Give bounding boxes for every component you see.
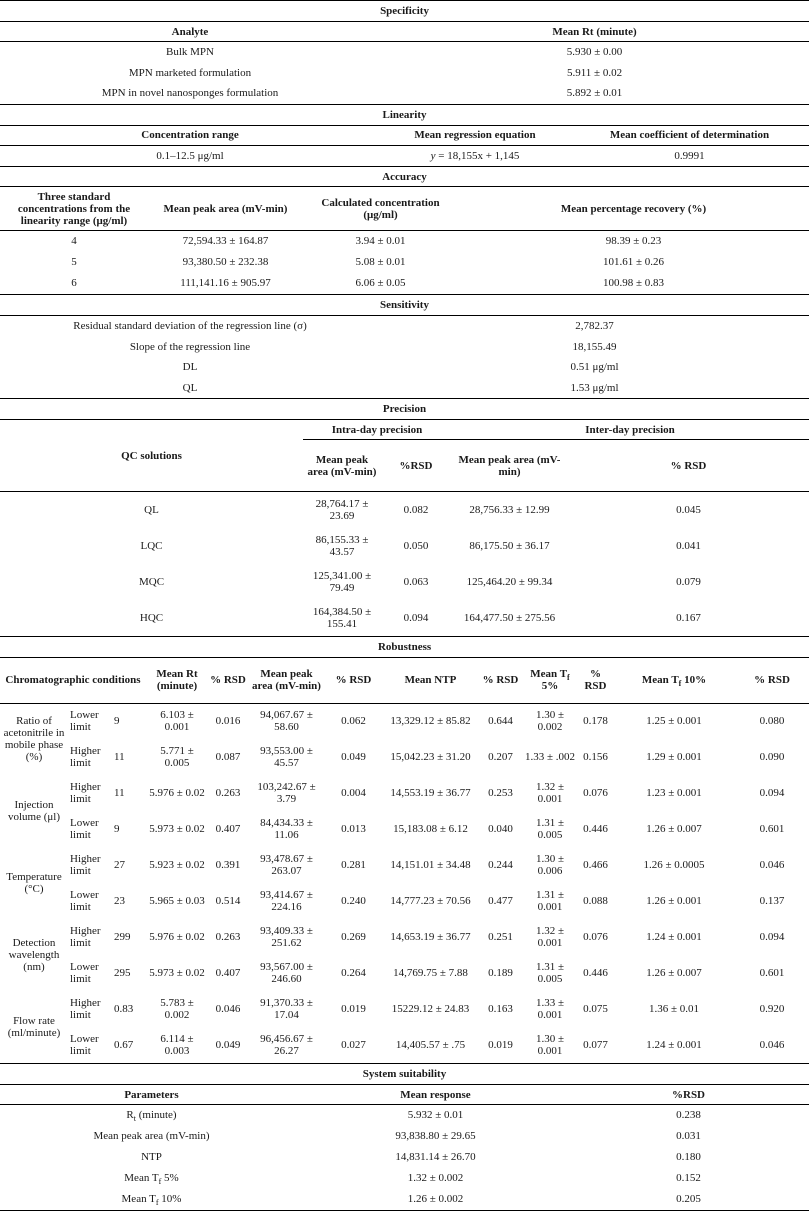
header-regression-equation: Mean regression equation bbox=[414, 129, 536, 141]
cell-peak-area: 96,456.67 ± 26.27 bbox=[260, 1033, 313, 1057]
cell-tf5: 1.33 ± 0.001 bbox=[535, 997, 565, 1021]
cell-rt-rsd: 0.391 bbox=[215, 859, 241, 871]
cell-setting: 11 bbox=[114, 751, 125, 763]
header-mean-ntp: Mean NTP bbox=[404, 674, 457, 686]
header-rsd: %RSD bbox=[672, 1088, 706, 1101]
table-cell: Residual standard deviation of the regression line (σ) bbox=[73, 319, 307, 332]
table-row bbox=[0, 703, 809, 739]
linearity-r2: 0.9991 bbox=[674, 149, 705, 162]
cell-tf10-rsd: 0.094 bbox=[759, 787, 785, 799]
cell-setting: 11 bbox=[114, 787, 125, 799]
table-row bbox=[0, 847, 809, 883]
table-cell: DL bbox=[182, 361, 198, 373]
table-cell: 93,380.50 ± 232.38 bbox=[182, 256, 269, 268]
header-text: Mean T bbox=[641, 674, 679, 686]
cell-tf10: 1.24 ± 0.001 bbox=[646, 931, 702, 943]
table-row bbox=[0, 883, 809, 919]
parameter-text: R bbox=[126, 1109, 134, 1122]
header-qc-solutions: QC solutions bbox=[0, 420, 303, 492]
subscript: f bbox=[158, 1177, 162, 1187]
parameter-text: 10% bbox=[158, 1193, 182, 1205]
cell-mean-rt: 5.965 ± 0.03 bbox=[149, 895, 205, 907]
header-mean-peak-area: Mean peak area (mV-min) bbox=[163, 202, 288, 215]
cell-tf5-rsd: 0.075 bbox=[583, 1003, 608, 1015]
cell-peak-area: 93,409.33 ± 251.62 bbox=[260, 925, 313, 949]
mean-response: 93,838.80 ± 29.65 bbox=[395, 1130, 476, 1142]
robustness-body bbox=[0, 703, 809, 1063]
cell-area-rsd: 0.264 bbox=[341, 967, 366, 979]
cell-tf5: 1.30 ± 0.001 bbox=[535, 1033, 565, 1057]
header-rsd: % RSD bbox=[584, 668, 607, 692]
header-inter-day: Inter-day precision bbox=[451, 420, 809, 440]
table-cell: Bulk MPN bbox=[166, 46, 214, 59]
cell-peak-area: 93,478.67 ± 263.07 bbox=[260, 853, 313, 877]
cell-area-rsd: 0.269 bbox=[341, 931, 366, 943]
cell-setting: 0.67 bbox=[114, 1039, 134, 1051]
header-percentage-recovery: Mean percentage recovery (%) bbox=[560, 202, 707, 215]
table-cell: 3.94 ± 0.01 bbox=[355, 235, 406, 248]
cell-mean-rt: 5.976 ± 0.02 bbox=[149, 787, 205, 799]
parameter-name bbox=[0, 1105, 303, 1126]
cell-setting: 23 bbox=[114, 895, 125, 907]
table-cell: 5.930 ± 0.00 bbox=[566, 46, 623, 59]
header-concentration-range: Concentration range bbox=[141, 129, 239, 141]
table-cell: 28,764.17 ± 23.69 bbox=[315, 497, 369, 522]
cell-level: Lower limit bbox=[70, 817, 99, 841]
cell-tf10-rsd: 0.046 bbox=[759, 859, 785, 871]
cell-rt-rsd: 0.016 bbox=[215, 715, 241, 728]
table-cell: 100.98 ± 0.83 bbox=[602, 277, 665, 289]
cell-tf5: 1.31 ± 0.005 bbox=[535, 961, 565, 985]
cell-rt-rsd: 0.407 bbox=[215, 823, 241, 835]
cell-level: Lower limit bbox=[70, 961, 99, 985]
cell-tf10: 1.23 ± 0.001 bbox=[646, 787, 702, 799]
cell-tf10: 1.26 ± 0.007 bbox=[646, 967, 702, 979]
parameter-name bbox=[0, 1168, 303, 1189]
precision-table bbox=[0, 398, 809, 636]
section-title-specificity: Specificity bbox=[380, 5, 429, 17]
table-cell: 18,155.49 bbox=[572, 340, 617, 353]
rsd-value: 0.238 bbox=[676, 1109, 701, 1122]
cell-mean-rt: 5.973 ± 0.02 bbox=[149, 967, 205, 979]
table-cell: LQC bbox=[140, 539, 163, 552]
cell-tf5: 1.30 ± 0.006 bbox=[535, 853, 565, 877]
table-cell: 5 bbox=[71, 256, 77, 268]
cell-rt-rsd: 0.263 bbox=[215, 787, 241, 799]
table-row bbox=[0, 775, 809, 811]
cell-tf10-rsd: 0.080 bbox=[759, 715, 785, 728]
header-inter-peak-area: Mean peak area (mV-min) bbox=[458, 453, 561, 478]
cell-area-rsd: 0.004 bbox=[341, 787, 366, 799]
cell-peak-area: 93,414.67 ± 224.16 bbox=[260, 889, 313, 913]
cell-tf10: 1.24 ± 0.001 bbox=[646, 1039, 702, 1051]
header-mean-response: Mean response bbox=[400, 1088, 471, 1101]
rsd-value: 0.031 bbox=[676, 1130, 701, 1142]
header-text: Mean T bbox=[530, 668, 568, 680]
table-cell: 1.53 μg/ml bbox=[570, 381, 619, 394]
table-cell: 0.51 μg/ml bbox=[570, 361, 619, 373]
cell-ntp-rsd: 0.244 bbox=[488, 859, 513, 871]
cell-ntp: 14,769.75 ± 7.88 bbox=[393, 967, 468, 979]
table-bottom-rule bbox=[0, 1210, 809, 1211]
cell-level: Higher limit bbox=[70, 997, 101, 1021]
header-text: 5% bbox=[541, 680, 559, 692]
condition-name: Ratio of acetonitrile in mobile phase (%) bbox=[3, 715, 65, 764]
cell-ntp-rsd: 0.163 bbox=[488, 1003, 513, 1015]
cell-peak-area: 103,242.67 ± 3.79 bbox=[257, 781, 316, 805]
cell-mean-rt: 5.783 ± 0.002 bbox=[160, 997, 194, 1021]
system-suitability-body bbox=[0, 1105, 809, 1210]
subscript: f bbox=[678, 679, 682, 689]
cell-area-rsd: 0.019 bbox=[341, 1003, 366, 1015]
cell-level: Lower limit bbox=[70, 709, 99, 734]
cell-peak-area: 94,067.67 ± 58.60 bbox=[260, 709, 313, 734]
table-cell: 101.61 ± 0.26 bbox=[602, 256, 665, 268]
section-title-linearity: Linearity bbox=[382, 108, 427, 121]
table-cell: 0.050 bbox=[403, 539, 429, 552]
header-standard-concentrations: Three standard concentrations from the linearity range (μg/ml) bbox=[17, 190, 131, 227]
table-cell: 125,341.00 ± 79.49 bbox=[312, 569, 372, 594]
cell-tf5-rsd: 0.088 bbox=[583, 895, 608, 907]
cell-tf5-rsd: 0.156 bbox=[583, 751, 608, 763]
cell-level: Higher limit bbox=[70, 853, 101, 877]
section-title-robustness: Robustness bbox=[377, 640, 432, 653]
cell-tf5-rsd: 0.076 bbox=[583, 787, 608, 799]
cell-setting: 295 bbox=[114, 967, 131, 979]
table-cell: 0.094 bbox=[403, 611, 429, 624]
header-mean-tf5 bbox=[522, 657, 578, 703]
cell-tf5: 1.33 ± .002 bbox=[524, 751, 576, 763]
table-cell: QL bbox=[182, 381, 198, 394]
cell-peak-area: 93,553.00 ± 45.57 bbox=[260, 745, 313, 769]
table-cell: 5.911 ± 0.02 bbox=[566, 66, 623, 79]
cell-rt-rsd: 0.049 bbox=[215, 1039, 241, 1051]
cell-ntp-rsd: 0.644 bbox=[488, 715, 513, 728]
table-cell: 111,141.16 ± 905.97 bbox=[180, 277, 271, 289]
cell-rt-rsd: 0.087 bbox=[215, 751, 241, 763]
cell-tf5-rsd: 0.446 bbox=[583, 967, 608, 979]
linearity-range: 0.1–12.5 μg/ml bbox=[156, 149, 224, 162]
cell-mean-rt: 5.923 ± 0.02 bbox=[149, 859, 205, 871]
mean-response: 14,831.14 ± 26.70 bbox=[395, 1151, 476, 1163]
cell-setting: 0.83 bbox=[114, 1003, 134, 1015]
section-title-sensitivity: Sensitivity bbox=[380, 298, 429, 311]
condition-name: Injection volume (μl) bbox=[7, 799, 61, 823]
table-cell: 5.892 ± 0.01 bbox=[566, 87, 623, 99]
section-title-system-suitability: System suitability bbox=[362, 1068, 447, 1080]
linearity-table bbox=[0, 104, 809, 167]
table-row bbox=[0, 1105, 809, 1126]
header-inter-rsd: % RSD bbox=[670, 459, 707, 472]
section-title-precision: Precision bbox=[382, 403, 427, 415]
robustness-table bbox=[0, 636, 809, 1064]
mean-response: 5.932 ± 0.01 bbox=[407, 1109, 464, 1122]
table-cell: 5.08 ± 0.01 bbox=[355, 256, 406, 268]
cell-tf5-rsd: 0.077 bbox=[583, 1039, 608, 1051]
table-cell: 28,756.33 ± 12.99 bbox=[469, 503, 550, 516]
cell-tf10: 1.26 ± 0.0005 bbox=[643, 859, 705, 871]
table-row bbox=[0, 811, 809, 847]
cell-rt-rsd: 0.263 bbox=[215, 931, 241, 943]
cell-ntp: 14,653.19 ± 36.77 bbox=[390, 931, 471, 943]
cell-tf5: 1.31 ± 0.001 bbox=[535, 889, 565, 913]
subscript: f bbox=[155, 1198, 159, 1208]
cell-tf5: 1.30 ± 0.002 bbox=[535, 709, 565, 734]
cell-level: Lower limit bbox=[70, 889, 99, 913]
header-mean-rt: Mean Rt (minute) bbox=[552, 25, 637, 38]
table-cell: 0.167 bbox=[676, 611, 701, 624]
header-rsd: % RSD bbox=[482, 674, 519, 686]
table-cell: 2,782.37 bbox=[575, 319, 614, 332]
cell-ntp: 15229.12 ± 24.83 bbox=[391, 1003, 470, 1015]
cell-tf5-rsd: 0.076 bbox=[583, 931, 608, 943]
condition-name: Temperature (°C) bbox=[6, 871, 62, 895]
cell-ntp-rsd: 0.477 bbox=[488, 895, 513, 907]
cell-ntp: 15,183.08 ± 6.12 bbox=[393, 823, 468, 835]
cell-tf5-rsd: 0.178 bbox=[583, 715, 608, 728]
header-intra-peak-area: Mean peak area (mV-min) bbox=[307, 453, 377, 478]
cell-mean-rt: 5.973 ± 0.02 bbox=[149, 823, 205, 835]
sensitivity-table bbox=[0, 294, 809, 399]
table-row bbox=[0, 919, 809, 955]
header-chromatographic-conditions: Chromatographic conditions bbox=[5, 674, 141, 686]
cell-tf5: 1.31 ± 0.005 bbox=[535, 817, 565, 841]
cell-ntp: 13,329.12 ± 85.82 bbox=[390, 715, 471, 728]
cell-ntp: 14,777.23 ± 70.56 bbox=[390, 895, 471, 907]
condition-name: Detection wavelength (nm) bbox=[8, 937, 60, 973]
mean-response: 1.26 ± 0.002 bbox=[407, 1193, 464, 1205]
header-intra-day: Intra-day precision bbox=[303, 420, 451, 440]
cell-setting: 27 bbox=[114, 859, 125, 871]
cell-mean-rt: 6.114 ± 0.003 bbox=[160, 1033, 194, 1057]
table-row bbox=[0, 1126, 809, 1147]
cell-tf5-rsd: 0.446 bbox=[583, 823, 608, 835]
cell-mean-rt: 5.976 ± 0.02 bbox=[149, 931, 205, 943]
cell-tf10-rsd: 0.137 bbox=[759, 895, 785, 907]
rsd-value: 0.152 bbox=[676, 1172, 701, 1184]
table-row bbox=[0, 1189, 809, 1210]
table-cell: 0.045 bbox=[676, 503, 701, 516]
parameter-text: 5% bbox=[161, 1172, 179, 1184]
parameter-name bbox=[0, 1189, 303, 1210]
table-row bbox=[0, 1168, 809, 1189]
table-cell: 86,155.33 ± 43.57 bbox=[315, 533, 369, 558]
cell-area-rsd: 0.027 bbox=[341, 1039, 366, 1051]
cell-ntp-rsd: 0.251 bbox=[488, 931, 513, 943]
header-rsd: % RSD bbox=[210, 674, 246, 686]
subscript: t bbox=[133, 1114, 136, 1124]
header-mean-peak-area: Mean peak area (mV-min) bbox=[252, 668, 321, 692]
cell-tf10: 1.26 ± 0.001 bbox=[646, 895, 702, 907]
mean-response: 1.32 ± 0.002 bbox=[407, 1172, 464, 1184]
table-row bbox=[0, 1147, 809, 1168]
rsd-value: 0.205 bbox=[676, 1193, 701, 1205]
header-parameters: Parameters bbox=[124, 1088, 179, 1101]
cell-tf10: 1.25 ± 0.001 bbox=[646, 715, 702, 728]
cell-setting: 9 bbox=[114, 823, 120, 835]
table-cell: 0.079 bbox=[676, 575, 701, 588]
cell-setting: 9 bbox=[114, 715, 120, 728]
cell-area-rsd: 0.062 bbox=[341, 715, 366, 728]
table-cell: 6 bbox=[71, 277, 77, 289]
cell-level: Lower limit bbox=[70, 1033, 99, 1057]
cell-mean-rt: 5.771 ± 0.005 bbox=[160, 745, 194, 769]
cell-peak-area: 84,434.33 ± 11.06 bbox=[260, 817, 313, 841]
equation-y: y bbox=[430, 149, 436, 162]
cell-tf10-rsd: 0.601 bbox=[759, 967, 785, 979]
cell-tf5-rsd: 0.466 bbox=[583, 859, 608, 871]
table-cell: MPN in novel nanosponges formulation bbox=[101, 87, 279, 99]
parameter-name bbox=[0, 1147, 303, 1168]
table-cell: HQC bbox=[139, 611, 164, 624]
table-cell: 125,464.20 ± 99.34 bbox=[466, 575, 553, 588]
specificity-table bbox=[0, 0, 809, 104]
table-row bbox=[0, 955, 809, 991]
cell-area-rsd: 0.013 bbox=[341, 823, 366, 835]
parameter-text: (minute) bbox=[135, 1109, 177, 1122]
table-cell: 6.06 ± 0.05 bbox=[355, 277, 406, 289]
cell-area-rsd: 0.049 bbox=[341, 751, 366, 763]
cell-tf10: 1.36 ± 0.01 bbox=[648, 1003, 700, 1015]
header-rsd: % RSD bbox=[335, 674, 372, 686]
header-rsd: % RSD bbox=[754, 674, 790, 686]
cell-level: Higher limit bbox=[70, 925, 101, 949]
parameter-text: NTP bbox=[141, 1151, 162, 1163]
cell-tf10-rsd: 0.920 bbox=[759, 1003, 785, 1015]
cell-ntp: 14,151.01 ± 34.48 bbox=[390, 859, 471, 871]
cell-area-rsd: 0.281 bbox=[341, 859, 366, 871]
table-cell: Slope of the regression line bbox=[129, 340, 251, 353]
cell-ntp: 14,553.19 ± 36.77 bbox=[390, 787, 471, 799]
table-cell: QL bbox=[144, 503, 159, 516]
section-title-accuracy: Accuracy bbox=[382, 170, 427, 183]
cell-rt-rsd: 0.514 bbox=[215, 895, 241, 907]
table-cell: 0.041 bbox=[676, 539, 701, 552]
cell-ntp: 15,042.23 ± 31.20 bbox=[390, 751, 471, 763]
table-cell: 98.39 ± 0.23 bbox=[605, 235, 662, 248]
cell-setting: 299 bbox=[114, 931, 131, 943]
parameter-text: Mean T bbox=[121, 1193, 156, 1205]
cell-ntp: 14,405.57 ± .75 bbox=[395, 1039, 466, 1051]
header-intra-rsd: %RSD bbox=[399, 459, 433, 472]
cell-ntp-rsd: 0.019 bbox=[488, 1039, 513, 1051]
table-cell: 164,477.50 ± 275.56 bbox=[463, 611, 556, 624]
table-cell: 0.082 bbox=[403, 503, 429, 516]
cell-tf10: 1.29 ± 0.001 bbox=[646, 751, 702, 763]
header-analyte: Analyte bbox=[171, 25, 209, 38]
subscript: f bbox=[567, 673, 570, 683]
cell-mean-rt: 6.103 ± 0.001 bbox=[160, 709, 194, 734]
cell-tf5: 1.32 ± 0.001 bbox=[535, 781, 565, 805]
header-text: 10% bbox=[681, 674, 707, 686]
table-row bbox=[0, 739, 809, 775]
cell-tf10-rsd: 0.601 bbox=[759, 823, 785, 835]
table-cell: MPN marketed formulation bbox=[128, 66, 252, 79]
cell-tf10-rsd: 0.094 bbox=[759, 931, 785, 943]
condition-name: Flow rate (ml/minute) bbox=[7, 1015, 61, 1039]
cell-ntp-rsd: 0.189 bbox=[488, 967, 513, 979]
table-cell: 4 bbox=[71, 235, 77, 248]
table-row bbox=[0, 1027, 809, 1063]
table-cell: MQC bbox=[138, 575, 165, 588]
linearity-equation bbox=[380, 145, 570, 166]
table-cell: 0.063 bbox=[403, 575, 429, 588]
header-mean-tf10 bbox=[613, 657, 735, 703]
cell-level: Higher limit bbox=[70, 745, 101, 769]
cell-tf5: 1.32 ± 0.001 bbox=[535, 925, 565, 949]
cell-area-rsd: 0.240 bbox=[341, 895, 366, 907]
table-row bbox=[0, 991, 809, 1027]
cell-rt-rsd: 0.046 bbox=[215, 1003, 241, 1015]
cell-rt-rsd: 0.407 bbox=[215, 967, 241, 979]
rsd-value: 0.180 bbox=[676, 1151, 701, 1163]
cell-ntp-rsd: 0.253 bbox=[488, 787, 513, 799]
table-cell: 72,594.33 ± 164.87 bbox=[182, 235, 269, 248]
cell-peak-area: 91,370.33 ± 17.04 bbox=[260, 997, 313, 1021]
header-mean-rt: Mean Rt (minute) bbox=[156, 668, 198, 692]
parameter-text: Mean peak area (mV-min) bbox=[93, 1130, 210, 1142]
cell-level: Higher limit bbox=[70, 781, 101, 805]
system-suitability-table bbox=[0, 1063, 809, 1210]
table-cell: 86,175.50 ± 36.17 bbox=[469, 539, 550, 552]
header-calculated-concentration: Calculated concentration (μg/ml) bbox=[321, 196, 440, 221]
parameter-name bbox=[0, 1126, 303, 1147]
cell-tf10-rsd: 0.090 bbox=[759, 751, 785, 763]
cell-tf10: 1.26 ± 0.007 bbox=[646, 823, 702, 835]
cell-ntp-rsd: 0.207 bbox=[488, 751, 513, 763]
cell-peak-area: 93,567.00 ± 246.60 bbox=[260, 961, 313, 985]
parameter-text: Mean T bbox=[124, 1172, 159, 1184]
table-cell: 164,384.50 ± 155.41 bbox=[312, 605, 372, 630]
equation-rest: = 18,155x + 1,145 bbox=[435, 149, 520, 162]
header-coefficient: Mean coefficient of determination bbox=[609, 129, 770, 141]
cell-tf10-rsd: 0.046 bbox=[759, 1039, 785, 1051]
cell-ntp-rsd: 0.040 bbox=[488, 823, 513, 835]
accuracy-table bbox=[0, 166, 809, 294]
